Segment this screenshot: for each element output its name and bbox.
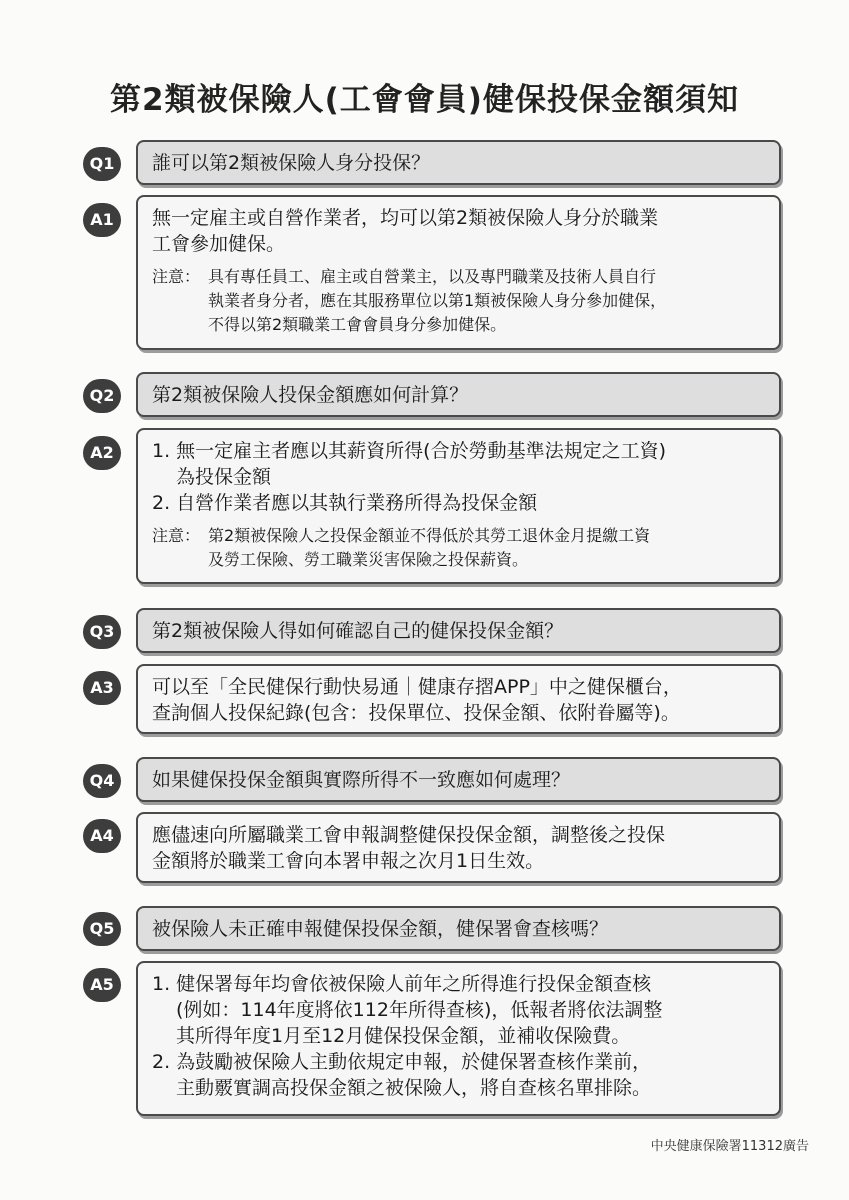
question-1: 誰可以第2類被保險人身分投保？ <box>136 140 781 185</box>
answer-badge-3: A3 <box>83 671 121 705</box>
answer-3-line-2: 查詢個人投保紀錄(包含：投保單位、投保金額、依附眷屬等)。 <box>152 702 680 724</box>
answer-2-line-3: 2. 自營作業者應以其執行業務所得為投保金額 <box>152 492 538 514</box>
note-1-line-1: 具有專任員工、雇主或自營業主，以及專門職業及技術人員自行 <box>208 267 657 286</box>
answer-4 <box>136 812 781 883</box>
page-title: 第2類被保險人(工會會員)健保投保金額須知 <box>110 82 739 118</box>
answer-2 <box>136 428 781 584</box>
note-1-line-3: 不得以第2類職業工會會員身分參加健保。 <box>208 315 507 334</box>
footer-credit: 中央健康保險署11312廣告 <box>650 1139 809 1154</box>
answer-2-line-1: 1. 無一定雇主者應以其薪資所得(合於勞動基準法規定之工資) <box>152 440 666 462</box>
answer-badge-5: A5 <box>83 968 121 1002</box>
question-4: 如果健保投保金額與實際所得不一致應如何處理？ <box>136 757 781 802</box>
answer-4-line-2: 金額將於職業工會向本署申報之次月1日生效。 <box>152 850 545 872</box>
answer-5-line-5: 主動覈實調高投保金額之被保險人，將自查核名單排除。 <box>176 1077 652 1099</box>
question-badge-4: Q4 <box>83 764 121 798</box>
answer-5-line-3: 其所得年度1月至12月健保投保金額，並補收保險費。 <box>176 1025 631 1047</box>
answer-5-line-2: (例如：114年度將依112年所得查核)，低報者將依法調整 <box>176 999 663 1021</box>
answer-2-line-2: 為投保金額 <box>176 466 272 488</box>
answer-5-line-1: 1. 健保署每年均會依被保險人前年之所得進行投保金額查核 <box>152 973 652 995</box>
answer-badge-1: A1 <box>83 203 121 237</box>
question-5: 被保險人未正確申報健保投保金額，健保署會查核嗎？ <box>136 906 781 951</box>
question-3: 第2類被保險人得如何確認自己的健保投保金額？ <box>136 608 781 653</box>
note-label-1: 注意： <box>152 267 201 286</box>
answer-1-line-1: 無一定雇主或自營作業者，均可以第2類被保險人身分於職業 <box>152 207 659 229</box>
question-badge-3: Q3 <box>83 615 121 649</box>
answer-1-note <box>152 265 765 337</box>
question-badge-1: Q1 <box>83 147 121 181</box>
answer-4-line-1: 應儘速向所屬職業工會申報調整健保投保金額，調整後之投保 <box>152 824 666 846</box>
note-1-line-2: 執業者身分者，應在其服務單位以第1類被保險人身分參加健保， <box>208 291 667 310</box>
answer-3-line-1: 可以至「全民健保行動快易通｜健康存摺APP」中之健保櫃台， <box>152 676 682 698</box>
note-2-line-2: 及勞工保險、勞工職業災害保險之投保薪資。 <box>208 550 529 569</box>
question-badge-2: Q2 <box>83 379 121 413</box>
question-badge-5: Q5 <box>83 912 121 946</box>
answer-badge-2: A2 <box>83 436 121 470</box>
answer-3 <box>136 664 781 734</box>
question-2: 第2類被保險人投保金額應如何計算？ <box>136 372 781 417</box>
note-label-2: 注意： <box>152 526 201 545</box>
answer-1 <box>136 195 781 350</box>
answer-1-line-2: 工會參加健保。 <box>152 233 286 255</box>
answer-5 <box>136 961 781 1116</box>
answer-2-note <box>152 524 765 572</box>
answer-5-line-4: 2. 為鼓勵被保險人主動依規定申報，於健保署查核作業前， <box>152 1051 652 1073</box>
answer-badge-4: A4 <box>83 819 121 853</box>
note-2-line-1: 第2類被保險人之投保金額並不得低於其勞工退休金月提繳工資 <box>208 526 651 545</box>
